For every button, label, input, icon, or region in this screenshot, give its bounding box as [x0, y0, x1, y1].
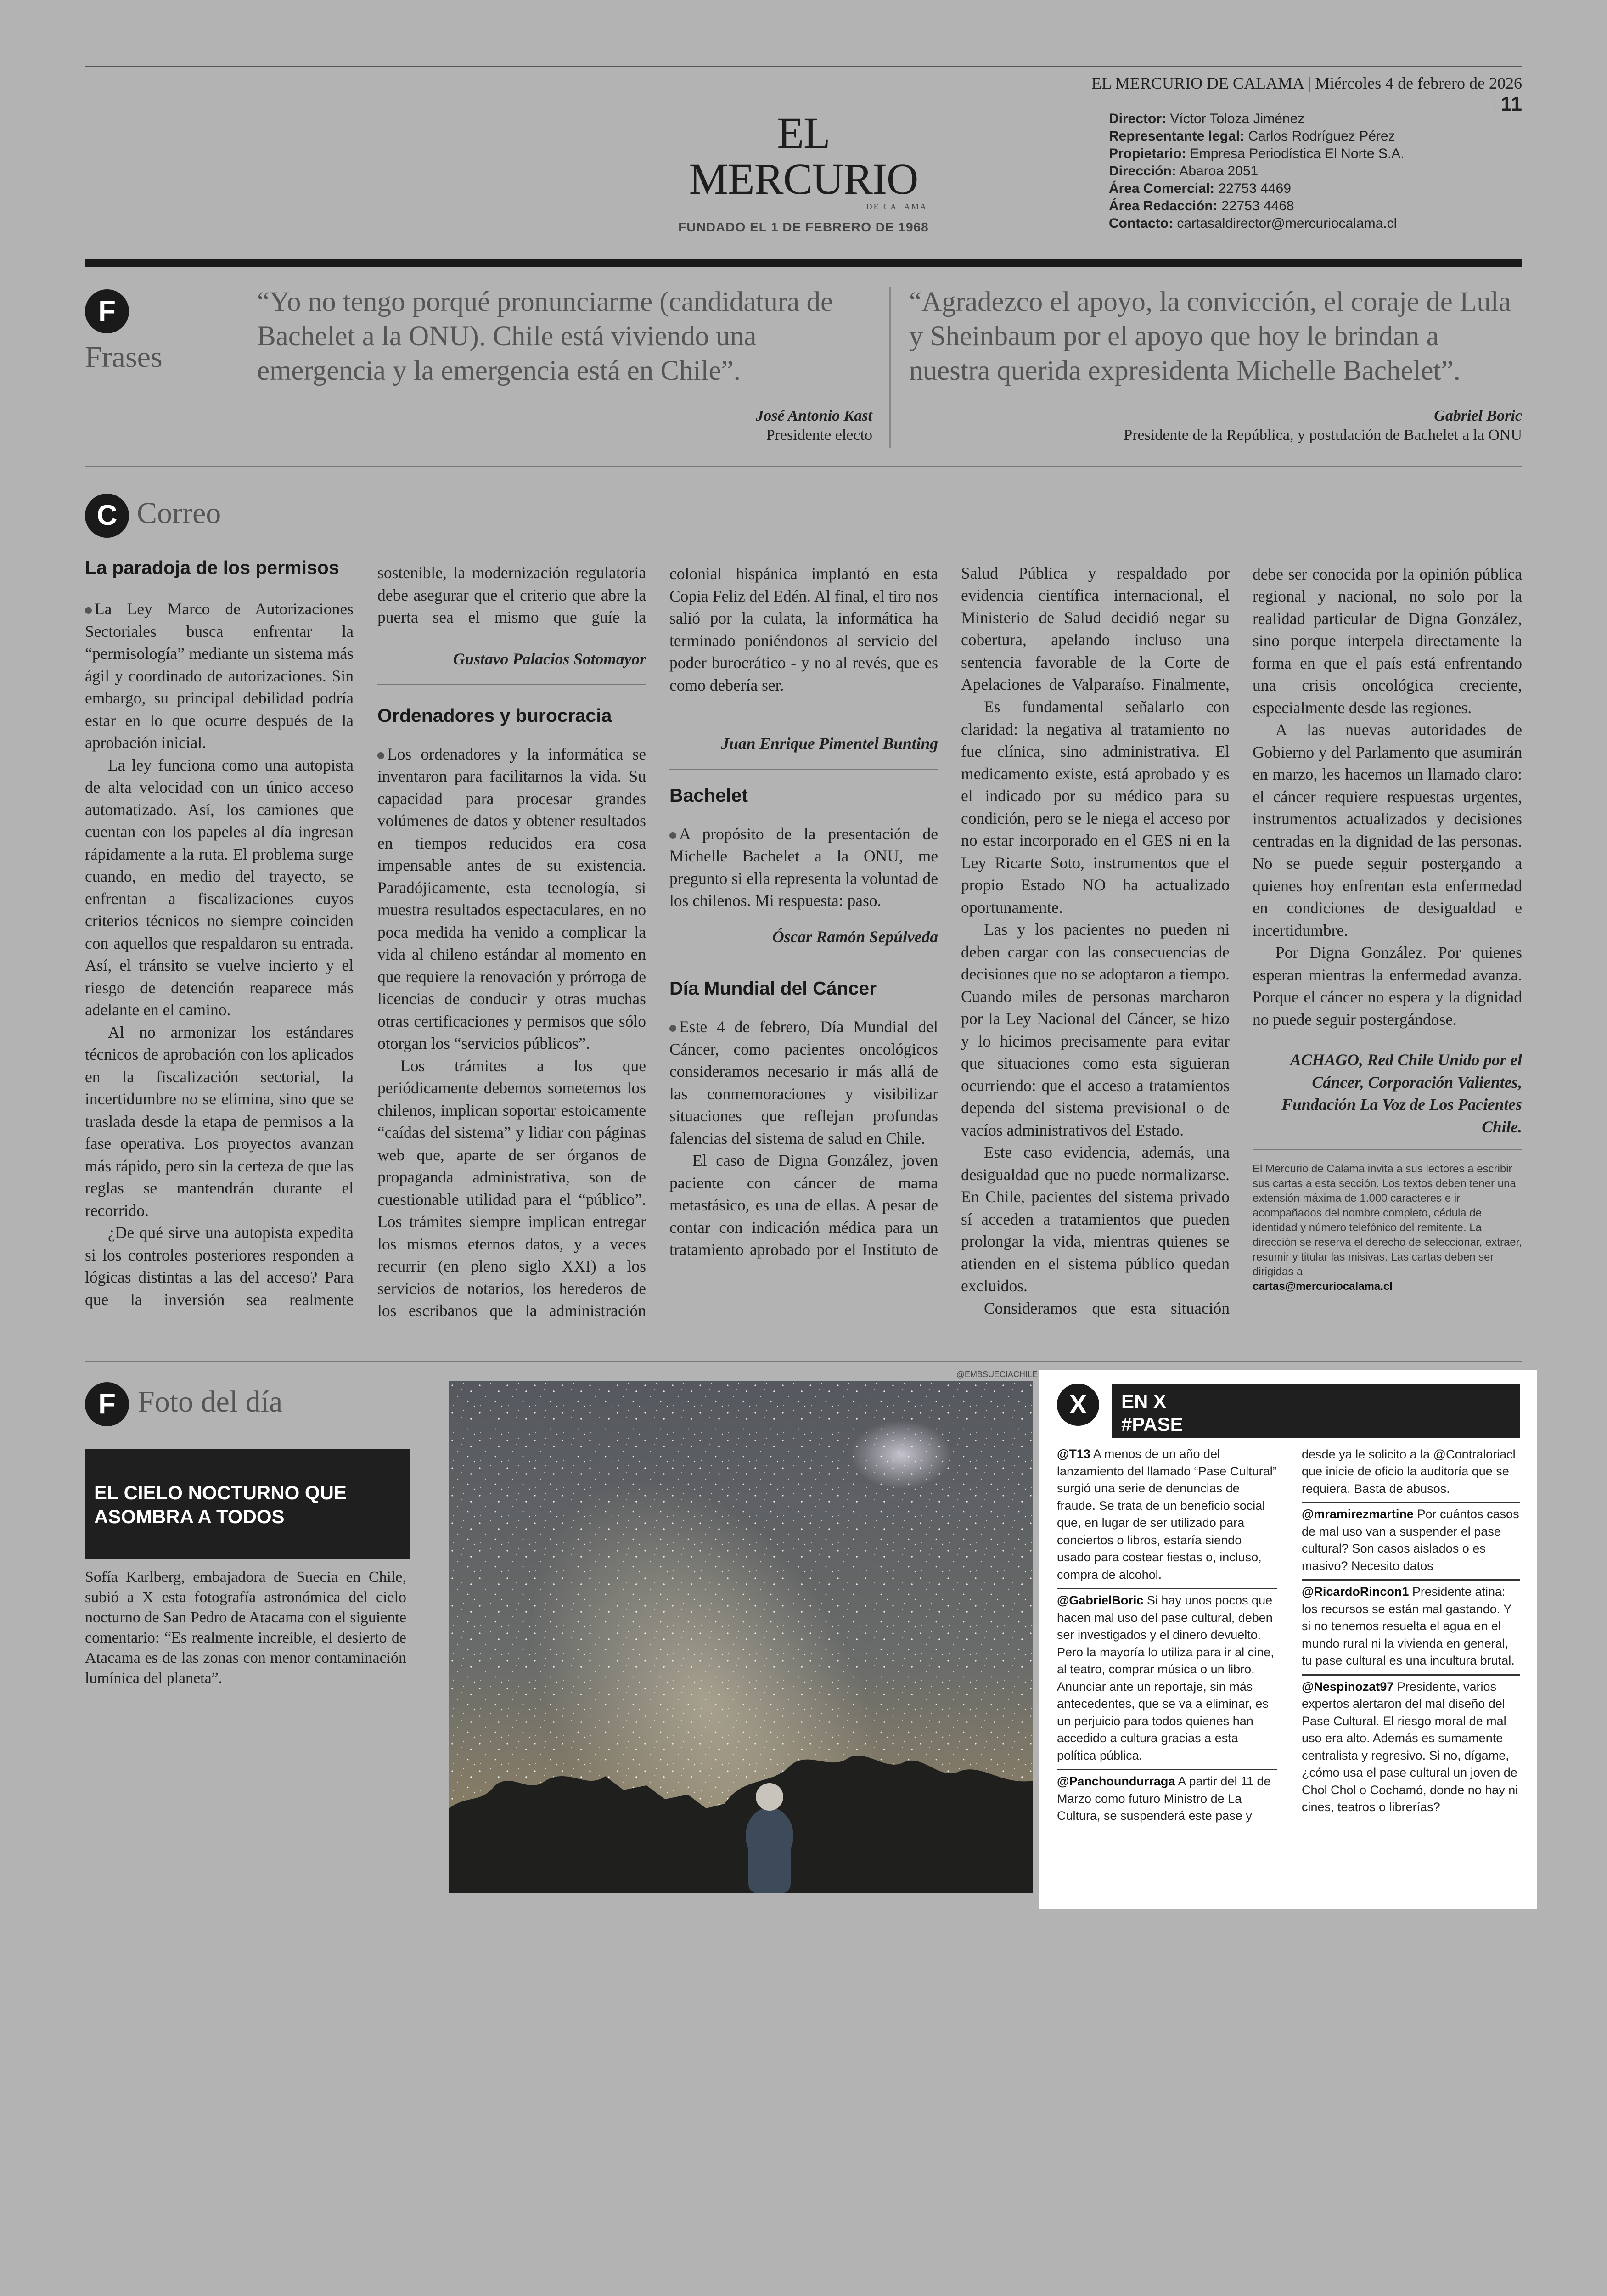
quote-2-author: Gabriel Boric — [1434, 407, 1522, 424]
letter-paragraph: Los ordenadores y la informática se inventaron para facilitarnos la vida. Su capacidad para procesar grandes volúmenes de datos y obtener resultados en tiempos reducidos era cosa impensable antes de su existencia. Paradójicamente, esta tecnología, si muestra resultados espectaculares, en no poca medida ha venido a complicar la vida al chileno estándar al momento en que requiere la renovación y prórroga de licencias de conducir y otras muchas otras certificaciones y permisos que sólo otorgan los “servicios públicos”. — [377, 744, 646, 1052]
logo — [675, 110, 932, 235]
quote-1-author: José Antonio Kast — [756, 407, 872, 424]
x-handle[interactable]: @mramirezmartine — [1302, 1507, 1414, 1521]
letter-signature: Gustavo Palacios Sotomayor — [453, 650, 646, 668]
quote-1: “Yo no tengo porqué pronunciarme (candidatura de Bachelet a la ONU). Chile está viviendo una emergencia y la emergencia está en Chile”. — [257, 287, 833, 386]
letter-column-4 — [961, 563, 1230, 1348]
correo-bottom-rule — [85, 1361, 1522, 1362]
x-column-2 — [1302, 1446, 1520, 1816]
thick-rule — [85, 259, 1522, 267]
logo-sub: DE CALAMA — [866, 202, 927, 211]
letter-paragraph: Este 4 de febrero, Día Mundial del Cáncer, como pacientes oncológicos consideramos necesario ir más allá de las conmemoraciones y visibilizar situaciones que reflejan profundas falencias del sistema de salud en Chile. — [669, 1018, 938, 1148]
letter-continuation: sostenible, la modernización regulatoria debe asegurar que el criterio que abre la puerta sea el mismo que guíe la — [377, 563, 646, 626]
x-column-1 — [1057, 1446, 1277, 1827]
letter-continuation: debe ser conocida por la opinión pública regional y nacional, no solo por la realidad particular de Digna González, sino porque interpela directamente la forma en que el país está enfrentando una crisis oncológica creciente, especialmente desde las regiones. — [1253, 564, 1522, 717]
staff-row: Representante legal: Carlos Rodríguez Pérez — [1109, 129, 1395, 144]
x-post: @T13 A menos de un año del lanzamiento del llamado “Pase Cultural” surgió una serie de denuncias de fraude. Se trata de un beneficio social que, en lugar de ser utilizado para conciertos o libros, estaría siendo usado para costear fiestas o, incluso, compra de alcohol. — [1057, 1447, 1277, 1581]
letter-column-2 — [377, 563, 646, 1322]
frases-bottom-rule — [85, 466, 1522, 467]
x-post: @GabrielBoric Si hay unos pocos que hacen mal uso del pase cultural, deben ser investigados y el dinero devuelto. Pero la mayoría lo utiliza para ir al cine, al teatro, comprar música o un libro. Anunciar ante un reportaje, sin más antecedentes, que se va a eliminar, es un perjuicio para todos quienes han accedido a cultura gracias a esta política pública. — [1057, 1593, 1274, 1762]
x-handle[interactable]: @Nespinozat97 — [1302, 1679, 1394, 1694]
letter-continuation: Salud Pública y respaldado por evidencia científica internacional, el Ministerio de Salud decidió negar su cobertura, apelando incluso una sentencia favorable de la Corte de Apelaciones de Valparaíso. Finalmente, — [961, 563, 1230, 693]
night-sky-photo — [449, 1381, 1033, 1893]
letter-signature: ACHAGO, Red Chile Unido por el Cáncer, Corporación Valientes, Fundación La Voz de Los Pacientes Chile. — [1281, 1051, 1522, 1136]
founded-line: FUNDADO EL 1 DE FEBRERO DE 1968 — [678, 220, 929, 234]
top-rule — [85, 66, 1522, 67]
x-handle[interactable]: @T13 — [1057, 1447, 1090, 1461]
staff-row: Área Comercial: 22753 4469 — [1109, 181, 1291, 196]
correo-badge: C — [85, 494, 129, 538]
staff-row: Contacto: cartasaldirector@mercuriocalama.cl — [1109, 216, 1397, 231]
letter-paragraph: Es fundamental señalarlo con claridad: la negativa al tratamiento no fue clínica, sino administrativa. El medicamento existe, está aprobado y es el indicado por su médico para su condición, pero se le niega el acceso por no estar incorporado en el GES ni en la Ley Ricarte Soto, instrumentos que el propio Estado NO ha actualizado oportunamente. — [961, 698, 1230, 917]
letter-signature: Óscar Ramón Sepúlveda — [772, 927, 938, 946]
x-title-line1: EN X — [1121, 1390, 1167, 1412]
photo-title-box — [85, 1449, 410, 1559]
letter-paragraph: Al no armonizar los estándares técnicos de aprobación con los aplicados en la fiscalización sectorial, la incertidumbre no se elimina, sino que se traslada desde la etapa de permisos a la fase operativa. Los proyectos avanzan más rápido, pero sin la certeza de que las reglas se mantendrán durante el recorrido. — [85, 1023, 354, 1220]
x-handle[interactable]: @Panchoundurraga — [1057, 1774, 1175, 1788]
letter-paragraph: A las nuevas autoridades de Gobierno y del Parlamento que asumirán en marzo, les hacemos un llamado claro: el cáncer requiere respuestas urgentes, instrumentos actualizados y decisiones centradas en la dignidad de las personas. No se puede seguir postergando a quienes hoy enfrentan esta enfermedad en condiciones de desigualdad e incertidumbre. — [1253, 720, 1522, 940]
staff-row: Dirección: Abaroa 2051 — [1109, 163, 1259, 179]
issue-date: Miércoles 4 de febrero de 2026 — [1315, 74, 1522, 92]
letter-column-3 — [669, 563, 938, 1261]
letter-title-ordenadores: Ordenadores y burocracia — [377, 704, 612, 726]
logo-main: EL MERCURIO — [689, 108, 918, 203]
staff-row: Director: Víctor Toloza Jiménez — [1109, 111, 1305, 126]
letter-paragraph: A propósito de la presentación de Michelle Bachelet a la ONU, me pregunto si ella representa la voluntad de los chilenos. Mi respuesta: paso. — [669, 824, 938, 910]
dateline: EL MERCURIO DE CALAMA | Miércoles 4 de febrero de 2026 | 11 — [1091, 74, 1522, 115]
submission-note: El Mercurio de Calama invita a sus lectores a escribir sus cartas a esta sección. Los textos deben tener una extensión máxima de 1.000 caracteres e ir acompañados del nombre completo, cédula de identidad y número telefónico del remitente. La dirección se reserva el derecho de seleccionar, extraer, resumir y titular las misivas. Las cartas deben ser dirigidas a cartas@mercuriocalama.cl — [1253, 1163, 1522, 1293]
quote-2-role: Presidente de la República, y postulación de Bachelet a la ONU — [1124, 427, 1522, 444]
letter-column-1 — [85, 556, 354, 1311]
publication-name: EL MERCURIO DE CALAMA — [1091, 74, 1304, 92]
letter-paragraph: La ley funciona como una autopista de alta velocidad con un único acceso automatizado. Así, los camiones que cuentan con los papeles al día ingresan rápidamente a la ruta. El problema surge cuando, en medio del trayecto, se enfrentan a fiscalizaciones cuyos criterios técnicos no siempre coinciden con aquellos que respaldaron su entrada. Así, el tránsito se vuelve incierto y el riesgo de detención reaparece más adelante en el camino. — [85, 755, 354, 1019]
letter-title-permisos: La paradoja de los permisos — [85, 557, 339, 578]
quote-2: “Agradezco el apoyo, la convicción, el coraje de Lula y Sheinbaum por el apoyo que hoy le brindan a nuestra querida expresidenta Michelle Bachelet”. — [909, 287, 1511, 386]
staff-row: Propietario: Empresa Periodística El Norte S.A. — [1109, 146, 1405, 161]
frases-badge: F — [85, 289, 129, 333]
letter-paragraph: El caso de Digna González, joven paciente con cáncer de mama metastásico, es una de ellas. A pesar de contar con indicación médica para un tratamiento aprobado por el Instituto de — [669, 1151, 938, 1259]
letter-paragraph: Este caso evidencia, además, una desigualdad que no puede normalizarse. En Chile, pacientes del sistema privado sí acceden a tratamientos que pueden prolongar la vida, mientras quienes se atienden en el sistema público quedan excluidos. — [961, 1143, 1230, 1295]
staff-row: Área Redacción: 22753 4468 — [1109, 198, 1294, 214]
letter-paragraph: Consideramos que esta situación — [984, 1299, 1230, 1317]
quote-1-attribution — [257, 406, 872, 445]
contact-email[interactable]: cartasaldirector@mercuriocalama.cl — [1177, 216, 1397, 231]
x-badge: X — [1057, 1384, 1099, 1426]
x-handle[interactable]: @GabrielBoric — [1057, 1593, 1144, 1607]
letter-signature: Juan Enrique Pimentel Bunting — [721, 734, 938, 753]
x-post: @RicardoRincon1 Presidente atina: los recursos se están mal gastando. Y si no tenemos resuelta el agua en el mundo rural ni la vivienda en general, tu pase cultural es una incultura brutal. — [1302, 1585, 1515, 1667]
x-post: @mramirezmartine Por cuántos casos de mal uso van a suspender el pase cultural? Son casos aislados o es masivo? Necesito datos — [1302, 1507, 1519, 1573]
letters-email[interactable]: cartas@mercuriocalama.cl — [1253, 1280, 1393, 1293]
staff-box — [1109, 110, 1522, 232]
correo-label: Correo — [137, 496, 221, 530]
letter-title-bachelet: Bachelet — [669, 784, 748, 806]
quote-1-role: Presidente electo — [766, 427, 872, 444]
frases-label: Frases — [85, 340, 163, 374]
foto-label: Foto del día — [138, 1385, 283, 1418]
x-header — [1112, 1384, 1520, 1438]
photo-title: EL CIELO NOCTURNO QUE ASOMBRA A TODOS — [94, 1482, 347, 1527]
letter-paragraph: Las y los pacientes no pueden ni deben cargar con las consecuencias de decisiones que no se adoptaron a tiempo. Cuando miles de personas marcharon por la Ley Nacional del Cáncer, se hizo y lo hicimos precisamente para evitar que situaciones como esta siguieran ocurriendo: que el acceso a tratamientos dependa del sistema previsional o de vacíos administrativos del Estado. — [961, 920, 1230, 1139]
x-handle[interactable]: @RicardoRincon1 — [1302, 1585, 1409, 1598]
letter-paragraph: ¿De qué sirve una autopista expedita si los controles posteriores responden a lógicas distintas a las del acceso? Para que la inversión sea realmente — [85, 1223, 354, 1309]
x-post-continuation: desde ya le solicito a la @Contraloriacl que inicie de oficio la auditoría que se requiera. Basta de abusos. — [1302, 1447, 1516, 1496]
letter-column-5 — [1253, 563, 1522, 1294]
x-post: @Panchoundurraga A partir del 11 de Marzo como futuro Ministro de La Cultura, se suspenderá este pase y — [1057, 1774, 1271, 1823]
x-post: @Nespinozat97 Presidente, varios expertos alertaron del mal diseño del Pase Cultural. El riesgo moral de mal uso era alto. Además es sumamente centralista y regresivo. Si no, dígame, ¿cómo usa el pase cultural un joven de Chol Chol o Cochamó, donde no hay ni cines, teatros o librerías? — [1302, 1679, 1518, 1814]
quote-divider — [889, 287, 891, 448]
x-title-line2: #PASE — [1121, 1413, 1183, 1435]
letter-title-cancer: Día Mundial del Cáncer — [669, 978, 877, 999]
letter-continuation: colonial hispánica implantó en esta Copia Feliz del Edén. Al final, el tiro nos salió por la culata, la informática ha terminado poniéndonos al servicio del poder burocrático - y no al revés, que es como debería ser. — [669, 564, 938, 694]
letter-paragraph: La Ley Marco de Autorizaciones Sectoriales busca enfrentar la “permisología” mediante un sistema más ágil y coordinado de autorizaciones. Sin embargo, su principal debilidad podría estar en lo que ocurre después de la aprobación inicial. — [85, 600, 354, 752]
foto-badge: F — [85, 1382, 129, 1426]
letter-paragraph: Los trámites a los que periódicamente debemos sometemos los chilenos, implican soportar estoicamente “caídas del sistema” y lidiar con páginas web que, aparte de ser órganos de propaganda administrativa, son de cuestionable utilidad para el “público”. Los trámites siempre implican entregar los mismos eternos datos, y a veces recurrir (en pleno siglo XXI) a los servicios de notarios, los herederos de los escribanos que la administración — [377, 1056, 646, 1320]
quote-2-attribution — [909, 406, 1522, 445]
photo-credit: @EMBSUECIACHILE — [956, 1370, 1038, 1379]
letter-paragraph: Por Digna González. Por quienes esperan mientras la enfermedad avanza. Porque el cáncer no espera y la dignidad no puede seguir postergándose. — [1253, 943, 1522, 1029]
photo-caption: Sofía Karlberg, embajadora de Suecia en Chile, subió a X esta fotografía astronómica del cielo nocturno de San Pedro de Atacama con el siguiente comentario: “Es realmente increíble, el desierto de Atacama es de las zonas con menor contaminación lumínica del planeta”. — [85, 1569, 406, 1687]
page-number: 11 — [1500, 93, 1522, 115]
